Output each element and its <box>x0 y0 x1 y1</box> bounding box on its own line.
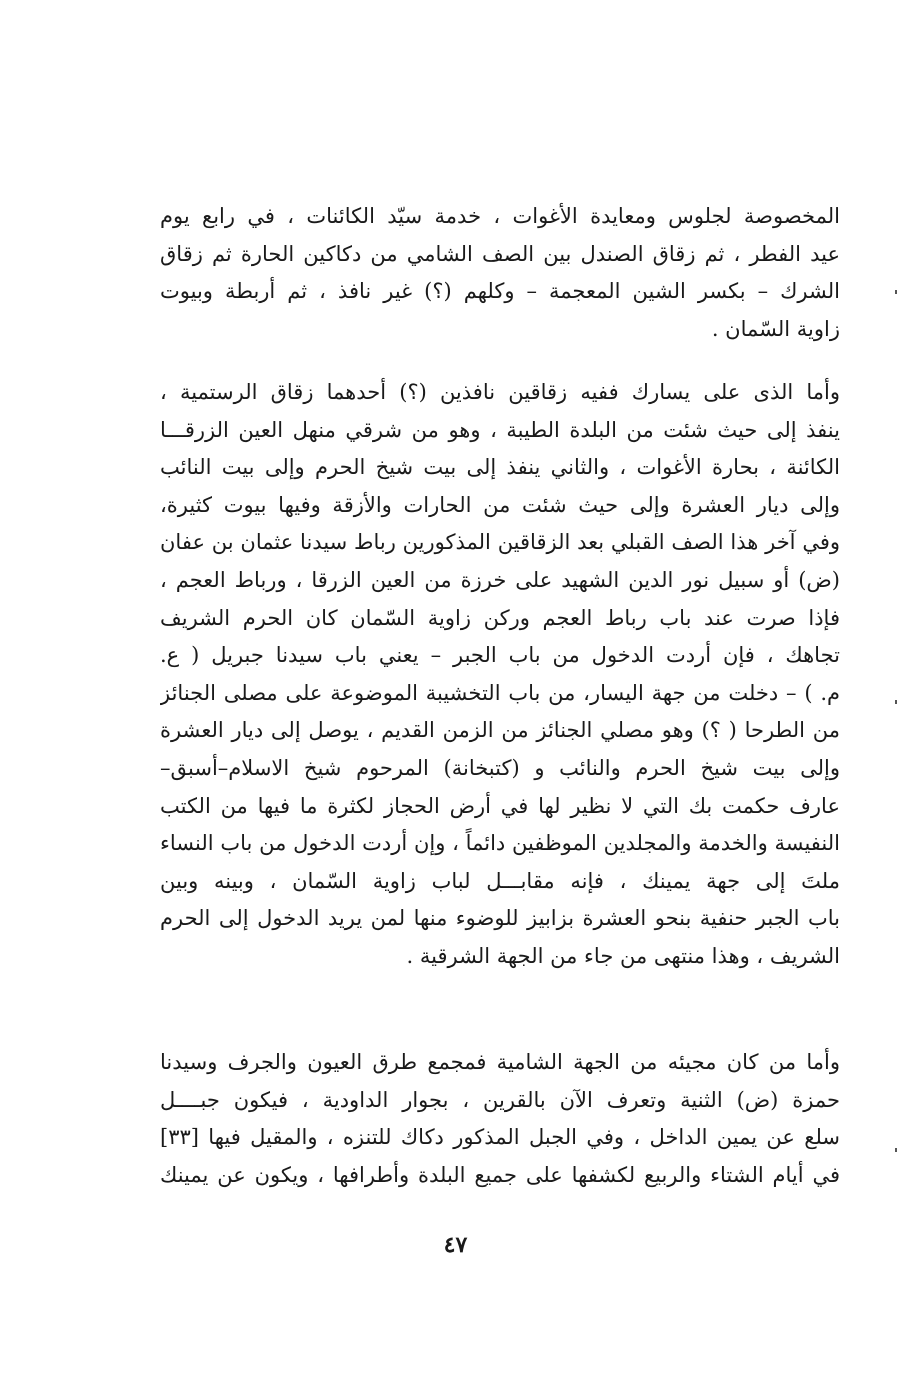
text-line: عيد الفطر ، ثم زقاق الصندل بين الصف الشامي من دكاكين الحارة ثم زقاق <box>160 241 840 266</box>
text-line: وإلى ديار العشرة وإلى حيث شئت من الحارات والأزقة وفيها بيوت كثيرة، <box>160 492 840 517</box>
text-line: المخصوصة لجلوس ومعايدة الأغوات ، خدمة سيّد الكائنات ، في رابع يوم <box>160 204 840 228</box>
text-line: في أيام الشتاء والربيع لكشفها على جميع البلدة وأطرافها ، ويكون عن يمينك <box>160 1162 840 1187</box>
text-line: الكائنة ، بحارة الأغوات ، والثاني ينفذ إلى بيت شيخ الحرم وإلى بيت النائب <box>160 455 840 480</box>
text-line: حمزة (ض) الثنية وتعرف الآن بالقرين ، بجوار الداودية ، فيكون جبــــل <box>160 1087 840 1112</box>
paragraph-2 <box>160 374 840 976</box>
text-line: الشريف ، وهذا منتهى من جاء من الجهة الشرقية . <box>406 943 840 968</box>
text-line: الشرك – بكسر الشين المعجمة – وكلهم (؟) غير نافذ ، ثم أربطة وبيوت <box>160 279 840 304</box>
text-line: زاوية السّمان . <box>711 316 840 341</box>
text-line: وأما الذى على يسارك ففيه زقاقين نافذين (؟) أحدهما زقاق الرستمية ، <box>160 380 840 404</box>
scan-mark <box>895 290 897 294</box>
page-number: ٤٧ <box>443 1232 468 1258</box>
text-line: النفيسة والخدمة والمجلدين الموظفين دائماً ، وإن أردت الدخول من باب النساء <box>160 831 840 856</box>
text-line: باب الجبر حنفية بنحو العشرة بزابيز للوضوء منها لمن يريد الدخول إلى الحرم <box>160 906 840 931</box>
paragraph-1 <box>160 198 840 348</box>
text-line: سلع عن يمين الداخل ، وفي الجبل المذكور دكاك للتنزه ، والمقيل فيها [٣٣] <box>160 1125 840 1150</box>
text-line: ينفذ إلى حيث شئت من البلدة الطيبة ، وهو من شرقي منهل العين الزرقـــا <box>160 417 840 442</box>
text-line: ملتَ إلى جهة يمينك ، فإنه مقابـــل لباب زاوية السّمان ، وبينه وبين <box>160 868 840 893</box>
paragraph-3 <box>160 1044 840 1194</box>
text-line: م. ) – دخلت من جهة اليسار، من باب التخشيبة الموضوعة على مصلى الجنائز <box>160 680 840 705</box>
scan-mark <box>895 700 897 704</box>
text-line: فإذا صرت عند باب رباط العجم وركن زاوية السّمان كان الحرم الشريف <box>160 605 840 630</box>
text-line: تجاهك ، فإن أردت الدخول من باب الجبر – يعني باب سيدنا جبريل ( ع. <box>160 643 840 668</box>
text-line: وفي آخر هذا الصف القبلي بعد الزقاقين المذكورين رباط سيدنا عثمان بن عفان <box>160 530 840 555</box>
text-line: عارف حكمت بك التي لا نظير لها في أرض الحجاز لكثرة ما فيها من الكتب <box>160 793 840 818</box>
scan-mark <box>895 1148 897 1152</box>
text-line: (ض) أو سبيل نور الدين الشهيد على خرزة من العين الزرقا ، ورباط العجم ، <box>160 567 840 592</box>
text-line: وإلى بيت شيخ الحرم والنائب و (كتبخانة) المرحوم شيخ الاسلام–أسبق– <box>160 755 840 780</box>
text-line: وأما من كان مجيئه من الجهة الشامية فمجمع طرق العيون والجرف وسيدنا <box>160 1050 840 1074</box>
text-line: من الطرحا ( ؟) وهو مصلي الجنائز من الزمن القديم ، يوصل إلى ديار العشرة <box>160 718 840 743</box>
